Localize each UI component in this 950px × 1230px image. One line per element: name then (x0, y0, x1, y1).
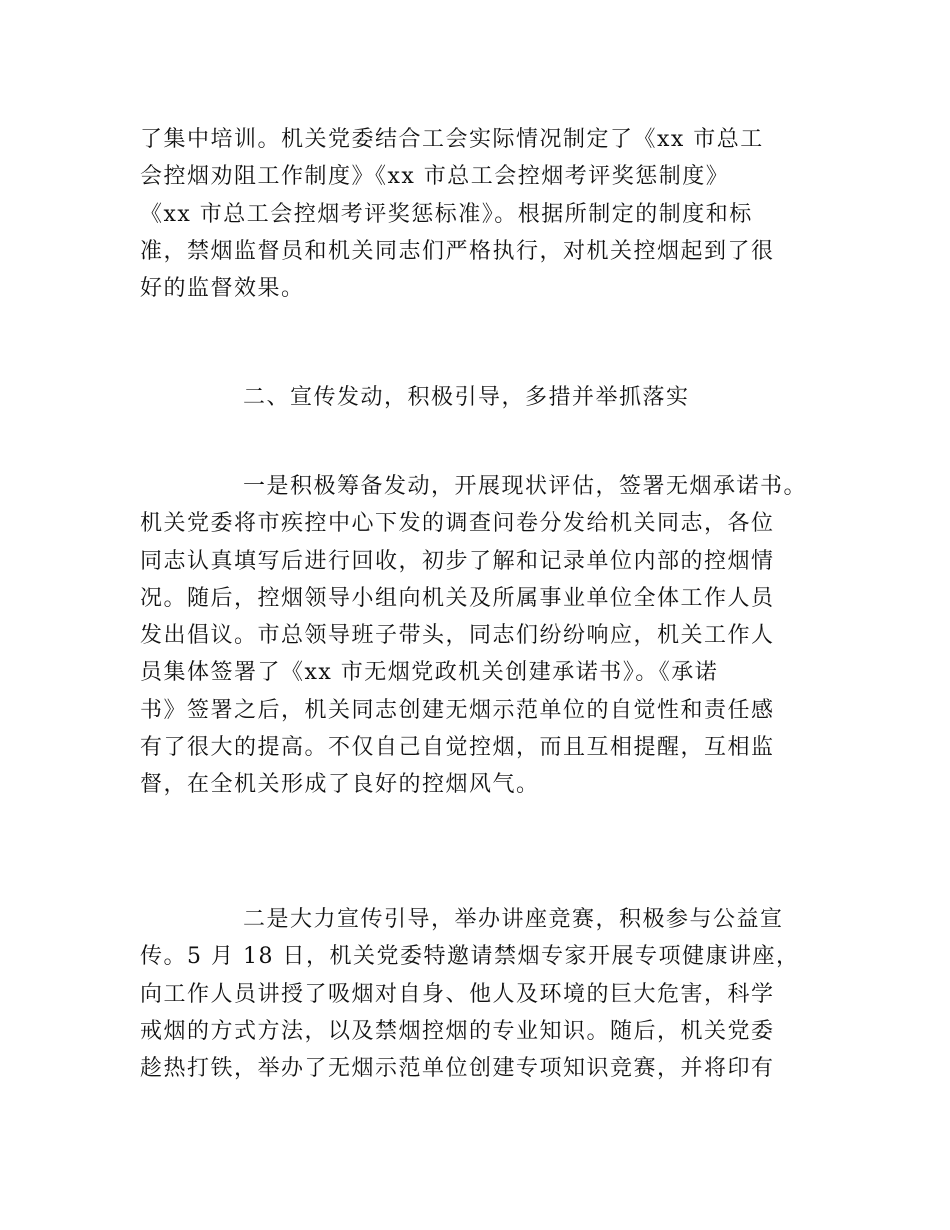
text-line: 《xx 市总工会控烟考评奖惩标准》。根据所制定的制度和标 (140, 201, 753, 227)
text-line: 机关党委将市疾控中心下发的调查问卷分发给机关同志，各位 (140, 511, 775, 537)
text-line: 有了很大的提高。不仅自己自觉控烟，而且互相提醒，互相监 (140, 735, 775, 761)
text-line: 传。5 月 18 日，机关党委特邀请禁烟专家开展专项健康讲座， (140, 944, 800, 970)
text-line: 准，禁烟监督员和机关同志们严格执行，对机关控烟起到了很 (140, 238, 775, 264)
text-line: 员集体签署了《xx 市无烟党政机关创建承诺书》。《承诺 (140, 660, 719, 686)
text-line: 况。随后，控烟领导小组向机关及所属事业单位全体工作人员 (140, 585, 775, 611)
text-line: 书》签署之后，机关同志创建无烟示范单位的自觉性和责任感 (140, 697, 775, 723)
text-line: 向工作人员讲授了吸烟对自身、他人及环境的巨大危害，科学 (140, 981, 775, 1007)
paragraph-training (140, 121, 820, 307)
text-line: 一是积极筹备发动，开展现状评估，签署无烟承诺书。 (243, 474, 808, 499)
text-line: 督，在全机关形成了良好的控烟风气。 (140, 772, 540, 798)
text-line: 二是大力宣传引导，举办讲座竞赛，积极参与公益宣 (243, 907, 784, 932)
text-line: 趁热打铁，举办了无烟示范单位创建专项知识竞赛，并将印有 (140, 1056, 775, 1082)
paragraph-commitment (140, 468, 820, 804)
text-line: 好的监督效果。 (140, 276, 305, 302)
text-line: 同志认真填写后进行回收，初步了解和记录单位内部的控烟情 (140, 548, 775, 574)
text-line: 戒烟的方式方法，以及禁烟控烟的专业知识。随后，机关党委 (140, 1018, 775, 1044)
paragraph-publicity (140, 901, 820, 1087)
section-heading: 二、宣传发动，积极引导，多措并举抓落实 (243, 385, 690, 410)
text-line: 会控烟劝阻工作制度》《xx 市总工会控烟考评奖惩制度》 (140, 164, 730, 190)
text-line: 了集中培训。机关党委结合工会实际情况制定了《xx 市总工 (140, 127, 764, 152)
text-line: 发出倡议。市总领导班子带头，同志们纷纷响应，机关工作人 (140, 623, 775, 649)
